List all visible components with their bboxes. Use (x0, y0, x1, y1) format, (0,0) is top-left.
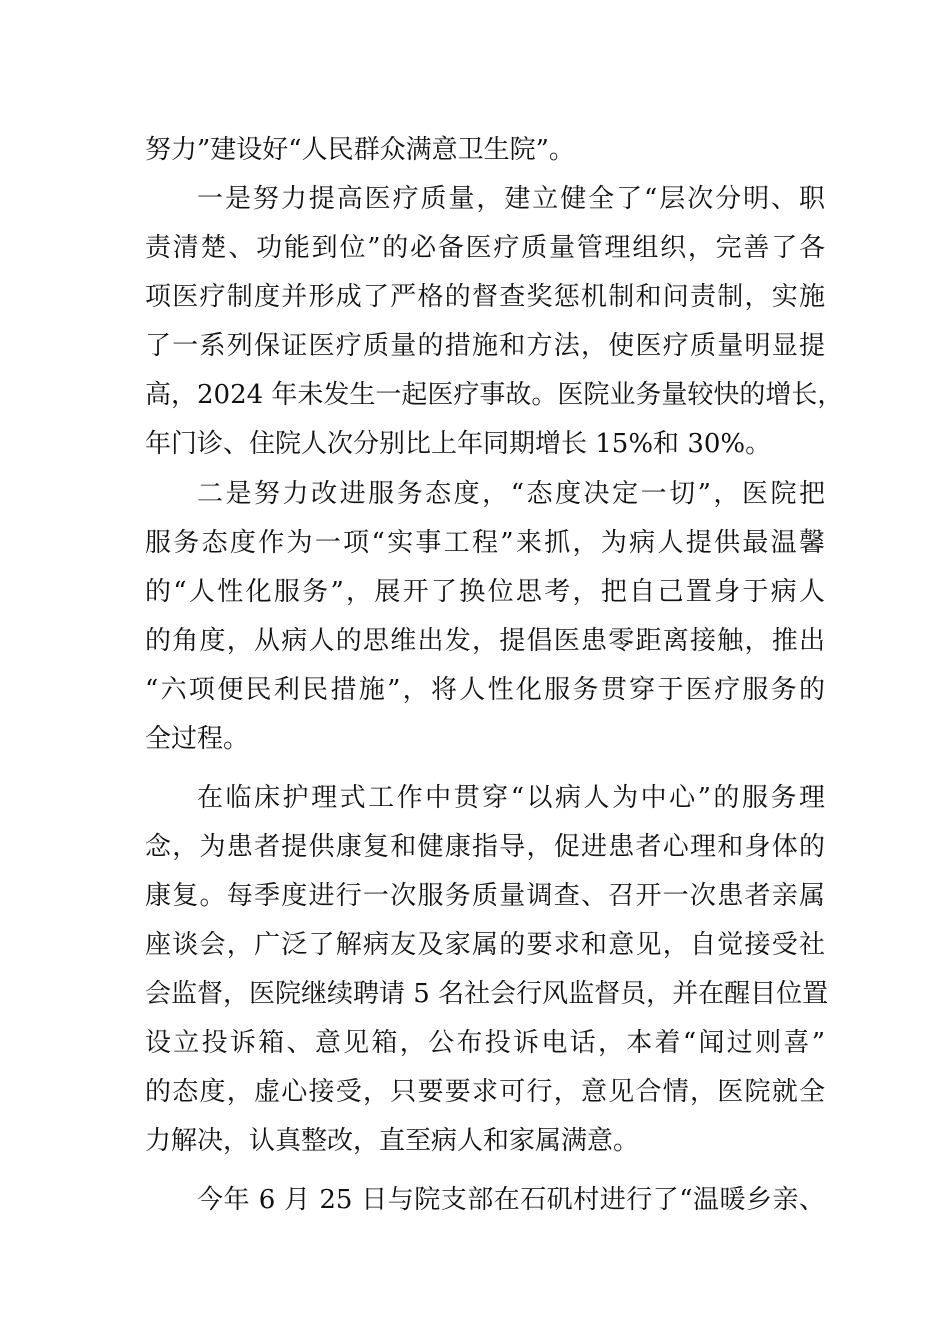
paragraph-start-line: 二是努力改进服务态度，“态度决定一切”，医院把 (197, 479, 825, 509)
text-line: 设立投诉箱、意见箱，公布投诉电话，本着“闻过则喜” (145, 1028, 825, 1058)
text-line: 年门诊、住院人次分别比上年同期增长 15%和 30%。 (145, 429, 772, 459)
paragraph-start-line: 在临床护理式工作中贯穿“以病人为中心”的服务理 (197, 783, 825, 813)
text-line: 服务态度作为一项“实事工程”来抓，为病人提供最温馨 (145, 528, 825, 558)
text-line: 念，为患者提供康复和健康指导，促进患者心理和身体的 (145, 832, 825, 862)
text-line: 康复。每季度进行一次服务质量调查、召开一次患者亲属 (145, 881, 825, 911)
text-line: 会监督，医院继续聘请 5 名社会行风监督员，并在醒目位置 (145, 979, 829, 1009)
text-line: 的“人性化服务”，展开了换位思考，把自己置身于病人 (145, 577, 825, 607)
text-line: 的态度，虚心接受，只要要求可行，意见合情，医院就全 (145, 1077, 825, 1107)
paragraph-start-line: 一是努力提高医疗质量，建立健全了“层次分明、职 (197, 184, 825, 214)
text-line: 责清楚、功能到位”的必备医疗质量管理组织，完善了各 (145, 233, 825, 263)
text-line: 了一系列保证医疗质量的措施和方法，使医疗质量明显提 (145, 331, 825, 361)
text-line: 力解决，认真整改，直至病人和家属满意。 (145, 1126, 640, 1156)
text-line: “六项便民利民措施”，将人性化服务贯穿于医疗服务的 (145, 675, 825, 705)
text-line: 全过程。 (145, 724, 250, 754)
text-line: 努力”建设好“人民群众满意卫生院”。 (145, 135, 575, 165)
text-line: 的角度，从病人的思维出发，提倡医患零距离接触，推出 (145, 626, 825, 656)
paragraph-start-line: 今年 6 月 25 日与院支部在石矶村进行了“温暖乡亲、 (197, 1185, 825, 1215)
text-line: 高，2024 年未发生一起医疗事故。医院业务量较快的增长， (145, 380, 844, 410)
text-line: 座谈会，广泛了解病友及家属的要求和意见，自觉接受社 (145, 930, 825, 960)
text-line: 项医疗制度并形成了严格的督查奖惩机制和问责制，实施 (145, 282, 825, 312)
